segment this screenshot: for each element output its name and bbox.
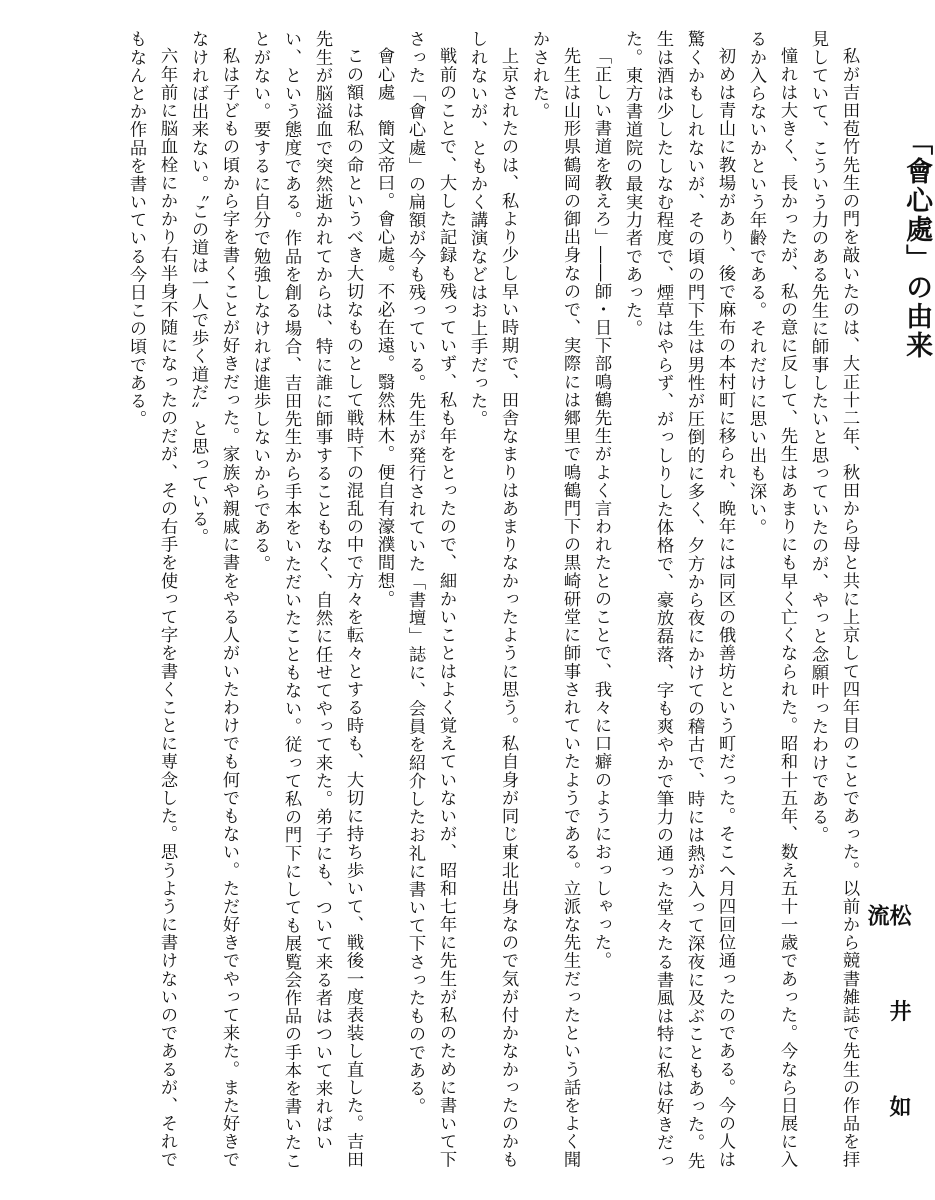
paragraph-5: 先生は山形県鶴岡の御出身なので、実際には郷里で鳴鶴門下の黒崎研堂に師事されていたようである。立派な先生だったという話をよく聞かされた。 <box>529 30 580 1169</box>
paragraph-7: 戦前のことで、大した記録も残っていず、私も年をとったので、細かいことはよく覚えていないが、昭和七年に先生が私のために書いて下さった「會心處」の扁額が今も残っている。先生が発行されていた「書壇」誌に、会員を紹介したお礼に書いて下さったものである。 <box>405 30 456 1169</box>
paragraph-6: 上京されたのは、私より少し早い時期で、田舎なまりはあまりなかったように思う。私自身が同じ東北出身なので気が付かなかったのかもしれないが、ともかく講演などはお上手だった。 <box>467 30 518 1169</box>
paragraph-1: 私が吉田苞竹先生の門を敲いたのは、大正十二年、秋田から母と共に上京して四年目のことであった。以前から競書雑誌で先生の作品を拝見していて、こういう力のある先生に師事したいと思っていたのが、やっと念願叶ったわけである。 <box>808 30 859 1169</box>
paragraph-4: 「正しい書道を教えろ」――師・日下部鳴鶴先生がよく言われたとのことで、我々に口癖のようにおっしゃった。 <box>591 47 611 970</box>
article-body <box>16 30 864 1186</box>
paragraph-8-quote: 會心處 簡文帝曰。會心處。不必在遠。翳然林木。便自有濠濮間想。 <box>374 47 394 609</box>
paragraph-2: 憧れは大きく、長かったが、私の意に反して、先生はあまりにも早く亡くなられた。昭和十五年、数え五十一歳であった。今なら日展に入るか入らないかという年齢である。それだけに思い出も深い。 <box>746 30 797 1169</box>
article-title: 「會心處」の由来 <box>901 128 933 360</box>
paragraph-3: 初めは青山に教場があり、後で麻布の本村町に移られ、晩年には同区の俄善坊という町だった。そこへ月四回位通ったのである。今の人は驚くかもしれないが、その頃の門下生は男性が圧倒的に多く、夕方から夜にかけての稽古で、時には熱が入って深夜に及ぶこともあった。先生は酒は少したしなむ程度で、煙草はやらず、がっしりした体格で、豪放磊落、字も爽やかで筆力の通った堂々たる書風は特に私は好きだった。東方書道院の最実力者であった。 <box>622 30 735 1170</box>
paragraph-10: 私は子どもの頃から字を書くことが好きだった。家族や親戚に書をやる人がいたわけでも何でもない。ただ好きでやって来た。また好きでなければ出来ない。〝この道は一人で歩く道だ〟と思っている。 <box>188 30 239 1169</box>
paragraph-11: 六年前に脳血栓にかかり右半身不随になったのだが、その右手を使って字を書くことに専念した。思うように書けないのであるが、それでもなんとか作品を書いている今日この頃である。 <box>126 30 177 1169</box>
paragraph-9: この額は私の命というべき大切なものとして戦時下の混乱の中で方々を転々とする時も、大切に持ち歩いて、戦後一度表装し直した。吉田先生が脳溢血で突然逝かれてからは、特に誰に師事することもなく、自然に任せてやって来た。弟子にも、ついて来る者はついて来ればいい、という態度である。作品を創る場合、吉田先生から手本をいただいたこともない。従って私の門下にしても展覧会作品の手本を書いたことがない。要するに自分で勉強しなければ進歩しないからである。 <box>250 30 363 1170</box>
author-name: 松 井 如 流 <box>864 904 912 1151</box>
